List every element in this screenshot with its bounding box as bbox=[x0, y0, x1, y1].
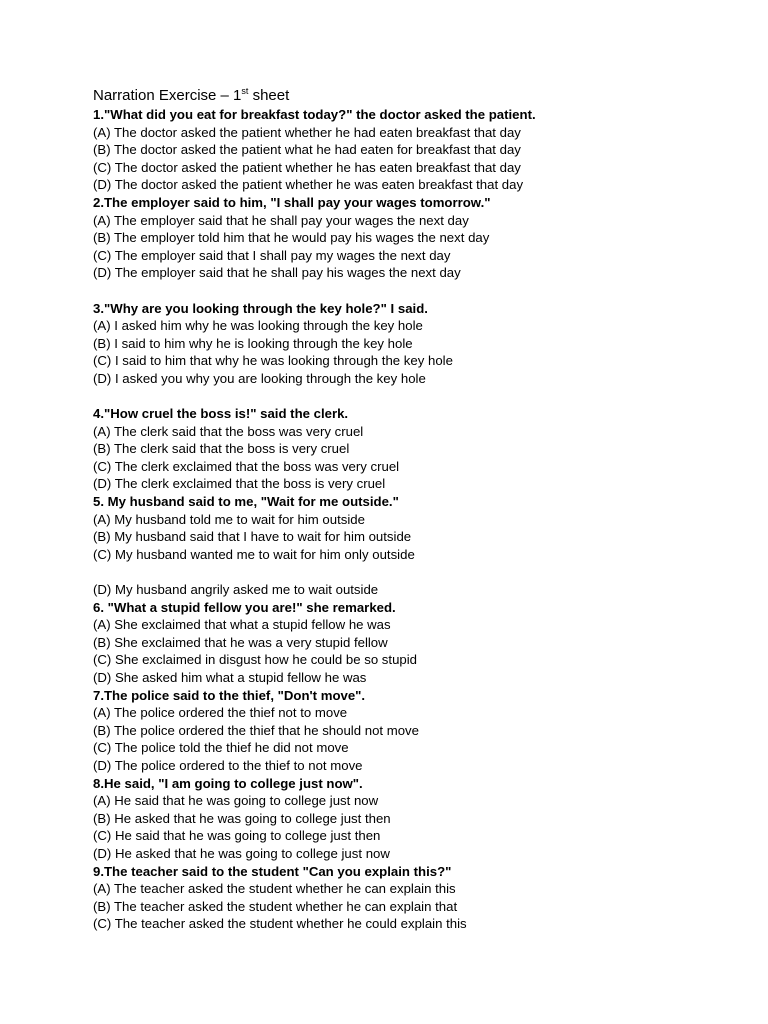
question-1-option-c: (C) The doctor asked the patient whether he has eaten breakfast that day bbox=[93, 159, 521, 175]
blank-line bbox=[93, 563, 733, 581]
question-9-option-a: (A) The teacher asked the student whether he can explain this bbox=[93, 881, 456, 897]
question-3: 3."Why are you looking through the key hole?" I said. bbox=[93, 300, 428, 316]
question-6-option-a: (A) She exclaimed that what a stupid fellow he was bbox=[93, 617, 391, 633]
question-3-option-a: (A) I asked him why he was looking through the key hole bbox=[93, 318, 423, 334]
question-8-option-b: (B) He asked that he was going to college just then bbox=[93, 810, 391, 826]
question-4-option-b: (B) The clerk said that the boss is very cruel bbox=[93, 441, 350, 457]
question-6: 6. "What a stupid fellow you are!" she remarked. bbox=[93, 599, 396, 615]
question-7-option-c: (C) The police told the thief he did not move bbox=[93, 740, 349, 756]
question-2-option-c: (C) The employer said that I shall pay my wages the next day bbox=[93, 247, 451, 263]
question-7: 7.The police said to the thief, "Don't move". bbox=[93, 687, 366, 703]
question-5-option-c: (C) My husband wanted me to wait for him only outside bbox=[93, 546, 415, 562]
question-3-option-d: (D) I asked you why you are looking through the key hole bbox=[93, 370, 426, 386]
question-6-option-b: (B) She exclaimed that he was a very stupid fellow bbox=[93, 634, 388, 650]
question-7-option-a: (A) The police ordered the thief not to move bbox=[93, 705, 348, 721]
title-rest: sheet bbox=[248, 87, 290, 104]
question-4: 4."How cruel the boss is!" said the clerk. bbox=[93, 406, 349, 422]
question-9-option-b: (B) The teacher asked the student whether he can explain that bbox=[93, 898, 458, 914]
blank-line bbox=[93, 388, 733, 406]
question-3-option-c: (C) I said to him that why he was looking through the key hole bbox=[93, 353, 453, 369]
question-5-option-d: (D) My husband angrily asked me to wait outside bbox=[93, 582, 379, 598]
document-title bbox=[93, 86, 733, 106]
question-8-option-d: (D) He asked that he was going to college just now bbox=[93, 845, 390, 861]
title-superscript: st bbox=[241, 86, 249, 96]
question-8-option-a: (A) He said that he was going to college just now bbox=[93, 793, 379, 809]
question-1-option-b: (B) The doctor asked the patient what he had eaten for breakfast that day bbox=[93, 142, 521, 158]
question-2: 2.The employer said to him, "I shall pay your wages tomorrow." bbox=[93, 194, 491, 210]
document-content bbox=[93, 86, 733, 933]
question-4-option-a: (A) The clerk said that the boss was very cruel bbox=[93, 423, 364, 439]
question-7-option-b: (B) The police ordered the thief that he should not move bbox=[93, 722, 419, 738]
question-5: 5. My husband said to me, "Wait for me outside." bbox=[93, 494, 399, 510]
question-6-option-d: (D) She asked him what a stupid fellow he was bbox=[93, 670, 367, 685]
question-6-option-c: (C) She exclaimed in disgust how he could be so stupid bbox=[93, 652, 418, 668]
question-2-option-b: (B) The employer told him that he would pay his wages the next day bbox=[93, 230, 490, 246]
question-5-option-a: (A) My husband told me to wait for him outside bbox=[93, 511, 365, 527]
question-4-option-d: (D) The clerk exclaimed that the boss is very cruel bbox=[93, 476, 386, 492]
question-7-option-d: (D) The police ordered to the thief to not move bbox=[93, 757, 363, 773]
question-9: 9.The teacher said to the student "Can you explain this?" bbox=[93, 863, 452, 879]
question-8-option-c: (C) He said that he was going to college just then bbox=[93, 828, 381, 844]
question-1: 1."What did you eat for breakfast today?" the doctor asked the patient. bbox=[93, 107, 536, 122]
question-8: 8.He said, "I am going to college just now". bbox=[93, 775, 363, 791]
blank-line bbox=[93, 282, 733, 300]
title-main: Narration Exercise – 1 bbox=[93, 87, 242, 104]
question-2-option-d: (D) The employer said that he shall pay his wages the next day bbox=[93, 265, 461, 281]
question-2-option-a: (A) The employer said that he shall pay your wages the next day bbox=[93, 212, 469, 228]
question-1-option-a: (A) The doctor asked the patient whether he had eaten breakfast that day bbox=[93, 124, 521, 140]
question-9-option-c: (C) The teacher asked the student whether he could explain this bbox=[93, 916, 467, 932]
question-1-option-d: (D) The doctor asked the patient whether he was eaten breakfast that day bbox=[93, 177, 524, 193]
question-4-option-c: (C) The clerk exclaimed that the boss was very cruel bbox=[93, 458, 400, 474]
question-5-option-b: (B) My husband said that I have to wait for him outside bbox=[93, 529, 412, 545]
question-3-option-b: (B) I said to him why he is looking through the key hole bbox=[93, 335, 413, 351]
